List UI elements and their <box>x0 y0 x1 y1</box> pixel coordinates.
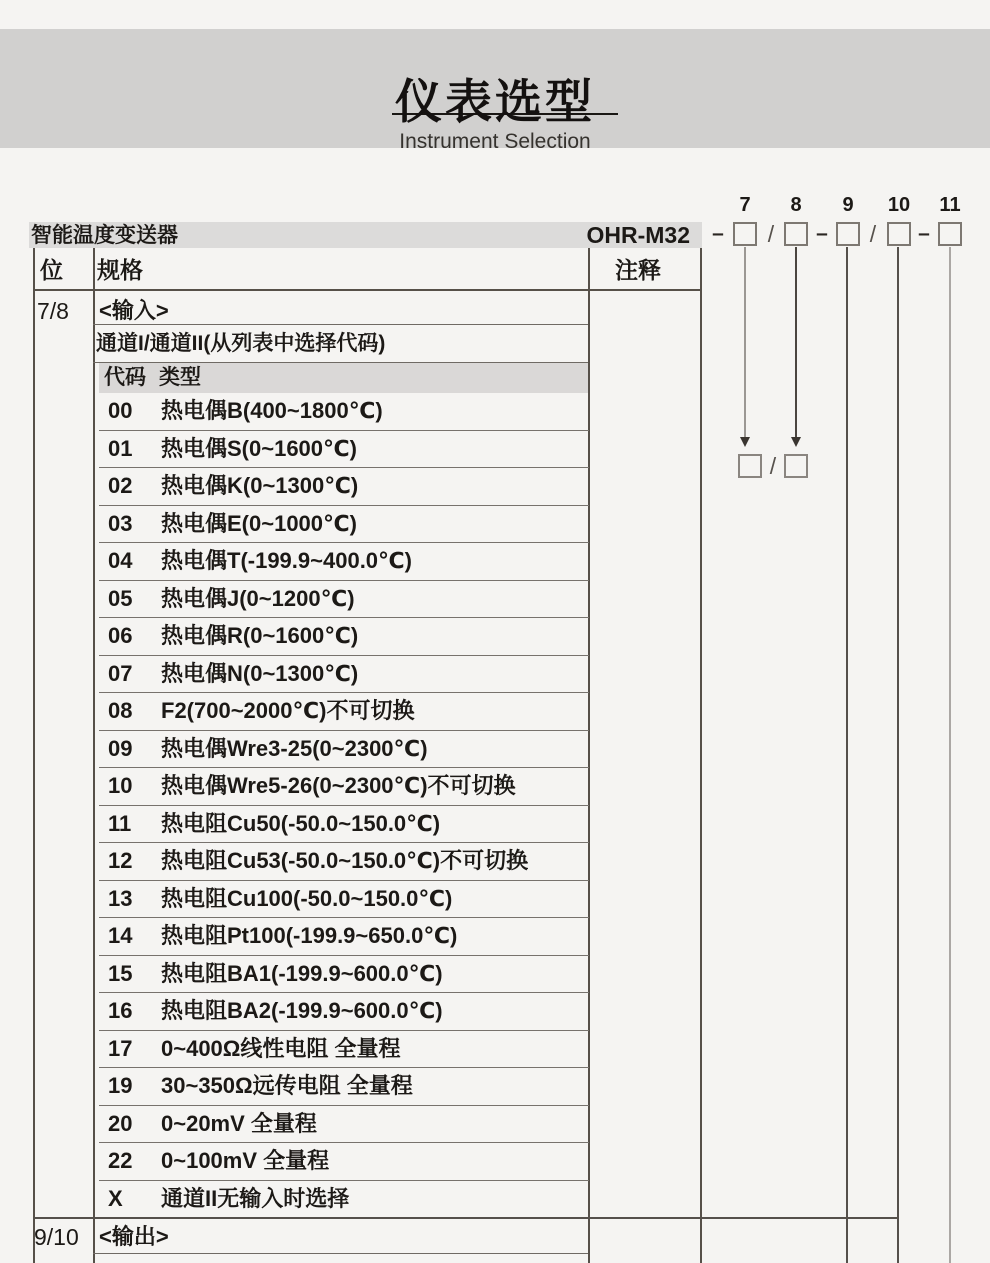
code-rows <box>93 393 589 1218</box>
code-row <box>99 656 589 694</box>
code-description: 通道II无输入时选择 <box>161 1185 350 1211</box>
section-position-910: 9/10 <box>34 1224 79 1250</box>
code-value: 01 <box>108 435 133 461</box>
code-description: 热电偶B(400~1800℃) <box>161 398 383 423</box>
output-row-divider <box>93 1253 588 1254</box>
code-box-7 <box>733 222 757 246</box>
code-value: 20 <box>108 1110 133 1136</box>
section-position-78: 7/8 <box>37 298 69 324</box>
code-description: 热电偶S(0~1600℃) <box>161 435 357 461</box>
code-row <box>99 618 589 656</box>
code-value: X <box>108 1185 123 1211</box>
code-description: 热电阻BA2(-199.9~600.0℃) <box>161 998 443 1023</box>
code-description: 热电阻BA1(-199.9~600.0℃) <box>161 960 443 986</box>
code-row <box>99 393 589 431</box>
code-description: 热电偶K(0~1300℃) <box>161 473 359 498</box>
code-row <box>99 843 589 881</box>
code-description: 30~350Ω远传电阻 全量程 <box>161 1073 413 1098</box>
drop-line-7 <box>744 247 746 437</box>
channel-slash: / <box>769 453 777 479</box>
code-value: 11 <box>108 810 132 836</box>
code-value: 17 <box>108 1035 133 1061</box>
page-title: 仪表选型 <box>395 75 595 128</box>
column-header-spec: 规格 <box>97 257 143 283</box>
code-row <box>99 1031 589 1069</box>
code-row <box>99 1068 589 1106</box>
position-digit-11: 11 <box>939 194 961 216</box>
code-value: 19 <box>108 1073 133 1098</box>
product-name: 智能温度变送器 <box>31 224 178 247</box>
model-separator-dash: – <box>918 222 930 245</box>
code-row <box>99 581 589 619</box>
code-row <box>99 768 589 806</box>
drop-line-10 <box>897 247 899 1263</box>
code-value: 13 <box>108 885 133 911</box>
model-separator-slash: / <box>869 221 877 247</box>
code-value: 08 <box>108 698 133 723</box>
code-value: 05 <box>108 585 133 611</box>
code-value: 03 <box>108 510 133 536</box>
code-value: 07 <box>108 660 133 686</box>
code-value: 16 <box>108 998 133 1023</box>
code-row <box>99 918 589 956</box>
model-separator-dash: – <box>712 222 724 245</box>
code-row <box>99 1106 589 1144</box>
code-description: 热电偶N(0~1300℃) <box>161 660 359 686</box>
code-row <box>99 731 589 769</box>
code-value: 09 <box>108 735 133 761</box>
model-separator-slash: / <box>767 221 775 247</box>
position-digit-8: 8 <box>790 194 802 216</box>
code-description: 0~100mV 全量程 <box>161 1148 330 1173</box>
table-border-right <box>700 248 702 1263</box>
model-separator-dash: – <box>816 222 828 245</box>
section-label-input: <输入> <box>99 298 169 323</box>
code-value: 00 <box>108 398 133 423</box>
page-subtitle: Instrument Selection <box>399 130 591 153</box>
type-column-label: 类型 <box>159 366 201 389</box>
code-column-label: 代码 <box>104 366 146 389</box>
arrow-down-icon <box>740 437 750 447</box>
code-row <box>99 468 589 506</box>
code-value: 04 <box>108 548 133 573</box>
section-label-output: <输出> <box>99 1224 169 1249</box>
column-header-note: 注释 <box>615 257 661 283</box>
channel-code-box-1 <box>738 454 762 478</box>
code-description: 热电偶Wre3-25(0~2300℃) <box>161 735 428 761</box>
code-box-11 <box>938 222 962 246</box>
code-box-10 <box>887 222 911 246</box>
code-row <box>99 956 589 994</box>
code-row <box>99 1181 589 1219</box>
column-header-position: 位 <box>40 257 63 283</box>
code-description: 热电阻Cu50(-50.0~150.0℃) <box>161 810 441 836</box>
position-digit-9: 9 <box>842 194 854 216</box>
code-description: 热电偶R(0~1600℃) <box>161 623 359 648</box>
code-value: 02 <box>108 473 133 498</box>
code-value: 15 <box>108 960 133 986</box>
code-description: F2(700~2000℃)不可切换 <box>161 698 415 723</box>
code-list-header <box>99 363 588 393</box>
channel-subtitle: 通道I/通道II(从列表中选择代码) <box>96 332 386 355</box>
code-description: 热电偶E(0~1000℃) <box>161 510 357 536</box>
code-description: 0~20mV 全量程 <box>161 1110 317 1136</box>
code-description: 热电阻Cu53(-50.0~150.0℃)不可切换 <box>161 848 529 873</box>
code-row <box>99 1143 589 1181</box>
code-description: 热电偶T(-199.9~400.0℃) <box>161 548 413 573</box>
code-row <box>99 431 589 469</box>
code-row <box>99 506 589 544</box>
code-description: 热电偶Wre5-26(0~2300℃)不可切换 <box>161 773 516 798</box>
model-name: OHR-M32 <box>586 222 690 248</box>
code-box-9 <box>836 222 860 246</box>
drop-line-8 <box>795 247 797 437</box>
code-row <box>99 881 589 919</box>
position-digit-10: 10 <box>887 194 911 216</box>
code-row <box>99 993 589 1031</box>
code-row <box>99 806 589 844</box>
header-row-divider <box>33 289 702 291</box>
banner <box>0 29 990 153</box>
code-value: 10 <box>108 773 133 798</box>
code-value: 22 <box>108 1148 133 1173</box>
arrow-down-icon <box>791 437 801 447</box>
code-description: 0~400Ω线性电阻 全量程 <box>161 1035 401 1061</box>
code-value: 06 <box>108 623 133 648</box>
code-value: 14 <box>108 923 133 948</box>
code-box-8 <box>784 222 808 246</box>
drop-line-9 <box>846 247 848 1263</box>
code-description: 热电偶J(0~1200℃) <box>161 585 355 611</box>
drop-line-11 <box>949 247 951 1263</box>
code-value: 12 <box>108 848 133 873</box>
table-border-left <box>33 248 35 1263</box>
code-row <box>99 543 589 581</box>
code-description: 热电阻Cu100(-50.0~150.0℃) <box>161 885 453 911</box>
channel-code-box-2 <box>784 454 808 478</box>
code-row <box>99 693 589 731</box>
code-description: 热电阻Pt100(-199.9~650.0℃) <box>161 923 458 948</box>
position-digit-7: 7 <box>739 194 751 216</box>
